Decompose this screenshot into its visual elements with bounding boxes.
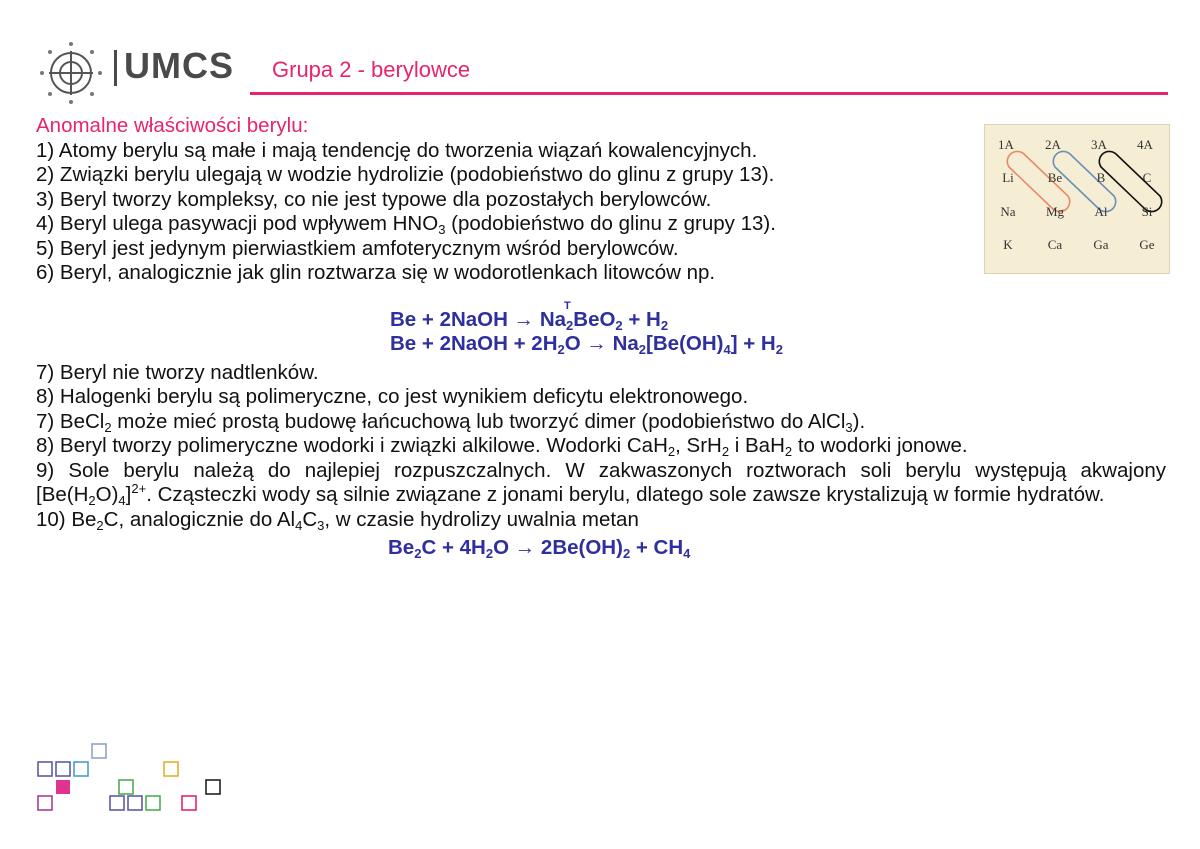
slide-content: [36, 114, 1166, 561]
element-al: Al: [1094, 204, 1108, 219]
equation-2: Be + 2NaOH + $2H_2O \to Na_2[Be(OH)_4] + H_2$: [390, 332, 783, 357]
group-1a: 1A: [998, 137, 1014, 152]
logo-divider: [114, 50, 117, 86]
equation-3: $Be_2C + 4H_2O \to 2Be(OH)_2 + CH_4$: [388, 536, 691, 561]
element-mg: Mg: [1045, 204, 1065, 219]
umcs-emblem-icon: [36, 38, 106, 108]
element-ge: Ge: [1139, 237, 1155, 252]
temperature-mark: T: [564, 299, 571, 312]
element-be: Be: [1047, 170, 1063, 185]
element-li: Li: [1002, 170, 1014, 185]
group-2a: 2A: [1045, 137, 1061, 152]
section-heading: Anomalne właściwości berylu:: [36, 114, 309, 137]
element-c: C: [1142, 170, 1152, 185]
list-item: 8) Beryl tworzy polimeryczne wodorki i związki alkilowe. Wodorki CaH$_2$, SrH$_2$ i BaH$_2$ to wodorki jonowe.: [36, 434, 968, 459]
list-item: 10) $Be_2C$, analogicznie do $Al_4C_3$, w czasie hydrolizy uwalnia metan: [36, 507, 639, 533]
logo-text: UMCS: [124, 45, 234, 86]
list-item: 8) Halogenki berylu są polimeryczne, co jest wynikiem deficytu elektronowego.: [36, 385, 749, 408]
list-item: 1) Atomy berylu są małe i mają tendencję do tworzenia wiązań kowalencyjnych.: [36, 138, 758, 162]
group-3a: 3A: [1091, 137, 1107, 152]
list-item: 7) BeCl$_2$ może mieć prostą budowę łańcuchową lub tworzyć dimer (podobieństwo do AlCl$_3$).: [36, 409, 866, 435]
element-na: Na: [1000, 204, 1016, 219]
element-ca: Ca: [1047, 237, 1063, 252]
equation-block: [390, 286, 1166, 357]
group-4a: 4A: [1137, 137, 1153, 152]
squares-decoration: [36, 740, 236, 820]
list-item: 3) Beryl tworzy kompleksy, co nie jest typowe dla pozostałych berylowców.: [36, 187, 712, 211]
list-item: 7) Beryl nie tworzy nadtlenków.: [36, 360, 319, 384]
list-item: 6) Beryl, analogicznie jak glin roztwarza się w wodorotlenkach litowców np.: [36, 261, 716, 284]
list-item: 2) Związki berylu ulegają w wodzie hydrolizie (podobieństwo do glinu z grupy 13).: [36, 163, 775, 186]
page-title: Grupa 2 - berylowce: [272, 57, 471, 82]
element-b: B: [1096, 170, 1106, 185]
header-divider: [250, 92, 1168, 95]
equation-1: Be + 2NaOH → $Na_2BeO_2 + H_2$: [390, 307, 669, 333]
list-item: 5) Beryl jest jedynym pierwiastkiem amfoterycznym wśród berylowców.: [36, 236, 679, 260]
list-item: 9) Sole berylu należą do najlepiej rozpuszczalnych. W zakwaszonych roztworach soli berylu występują akwajony $[Be(H_2O)_4]^{2+}$. Cząsteczki wody są silnie związane z jonami berylu, dlatego sole zawsze krystalizują w formie hydratów.: [36, 458, 1166, 508]
element-ga: Ga: [1093, 237, 1109, 252]
element-k: K: [1003, 237, 1013, 252]
list-item: 4) Beryl ulega pasywacji pod wpływem $HNO_3$ (podobieństwo do glinu z grupy 13).: [36, 212, 776, 237]
element-si: Si: [1141, 204, 1153, 219]
